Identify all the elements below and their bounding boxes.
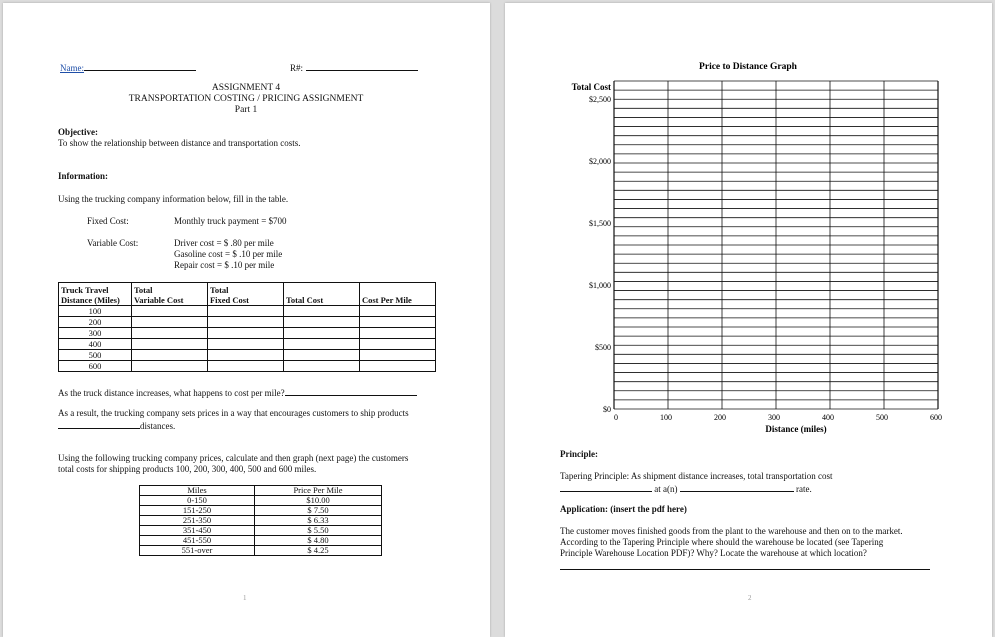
header-cost-per-mile: Cost Per Mile bbox=[359, 283, 435, 306]
cost-table-header bbox=[59, 283, 436, 306]
table-row: 351-450 $ 5.50 bbox=[140, 526, 382, 536]
r-number-field[interactable] bbox=[290, 61, 418, 74]
objective-heading: Objective: bbox=[58, 127, 98, 137]
page-number-1: 1 bbox=[243, 594, 247, 602]
application-answer-line[interactable] bbox=[560, 569, 930, 570]
variable-line-gasoline: Gasoline cost = $ .10 per mile bbox=[174, 249, 283, 259]
question-2-line1: As a result, the trucking company sets prices in a way that encourages customers to ship products bbox=[58, 408, 409, 418]
header-distance: Truck Travel Distance (Miles) bbox=[59, 283, 132, 306]
header-miles: Miles bbox=[140, 486, 255, 496]
principle-blank-1[interactable] bbox=[560, 482, 652, 492]
chart-title: Price to Distance Graph bbox=[699, 62, 797, 72]
variable-line-repair: Repair cost = $ .10 per mile bbox=[174, 260, 275, 270]
y-tick-label: $1,500 bbox=[589, 219, 611, 228]
table-row: 451-550 $ 4.80 bbox=[140, 536, 382, 546]
prices-text-line2: total costs for shipping products 100, 200, 300, 400, 500 and 600 miles. bbox=[58, 464, 317, 474]
y-tick-label: $2,000 bbox=[589, 157, 611, 166]
table-row: 100 bbox=[59, 306, 436, 317]
header-variable: Total Variable Cost bbox=[131, 283, 207, 306]
table-row: 200 bbox=[59, 317, 436, 328]
question-1: As the truck distance increases, what happens to cost per mile? bbox=[58, 386, 417, 399]
price-table-header bbox=[140, 486, 382, 496]
table-row: 0-150 $10.00 bbox=[140, 496, 382, 506]
information-heading: Information: bbox=[58, 171, 108, 181]
prices-text-line1: Using the following trucking company prices, calculate and then graph (next page) the customers bbox=[58, 453, 409, 463]
principle-line2: at a(n) rate. bbox=[560, 482, 812, 495]
r-label: R#: bbox=[290, 63, 304, 73]
table-row: 300 bbox=[59, 328, 436, 339]
principle-heading: Principle: bbox=[560, 449, 598, 459]
page-2 bbox=[505, 3, 992, 637]
title-main: TRANSPORTATION COSTING / PRICING ASSIGNMENT bbox=[128, 94, 364, 104]
y-tick-label: $0 bbox=[603, 405, 611, 414]
cost-table bbox=[58, 282, 436, 372]
answer-line-2[interactable] bbox=[58, 419, 140, 429]
title-part: Part 1 bbox=[234, 105, 258, 115]
y-axis-label: Total Cost bbox=[571, 82, 611, 92]
y-tick-label: $500 bbox=[595, 343, 611, 352]
variable-cost-label: Variable Cost: bbox=[87, 238, 139, 248]
header-price-per-mile: Price Per Mile bbox=[255, 486, 382, 496]
application-line2: According to the Tapering Principle where should the warehouse be located (see Tapering bbox=[560, 537, 884, 547]
application-heading: Application: (insert the pdf here) bbox=[560, 504, 687, 514]
application-line1: The customer moves finished goods from the plant to the warehouse and then on to the market. bbox=[560, 526, 903, 536]
objective-text: To show the relationship between distance and transportation costs. bbox=[58, 138, 301, 148]
y-tick-label: $1,000 bbox=[589, 281, 611, 290]
y-tick-label: $2,500 bbox=[589, 95, 611, 104]
title-assignment: ASSIGNMENT 4 bbox=[211, 83, 281, 93]
x-tick-label: 400 bbox=[822, 413, 834, 422]
header-total: Total Cost bbox=[283, 283, 359, 306]
table-row: 251-350 $ 6.33 bbox=[140, 516, 382, 526]
principle-line1: Tapering Principle: As shipment distance increases, total transportation cost bbox=[560, 471, 833, 481]
x-axis-label: Distance (miles) bbox=[765, 424, 827, 434]
table-row: 500 bbox=[59, 350, 436, 361]
name-field[interactable] bbox=[60, 61, 196, 74]
fixed-cost-value: Monthly truck payment = $700 bbox=[174, 216, 287, 226]
principle-blank-2[interactable] bbox=[680, 482, 794, 492]
name-label: Name: bbox=[60, 63, 84, 73]
question-2-line2: distances. bbox=[58, 419, 175, 432]
x-tick-label: 100 bbox=[660, 413, 672, 422]
fixed-cost-label: Fixed Cost: bbox=[87, 216, 129, 226]
price-table bbox=[139, 485, 382, 556]
price-distance-chart bbox=[505, 3, 992, 443]
x-tick-label: 200 bbox=[714, 413, 726, 422]
information-text: Using the trucking company information below, fill in the table. bbox=[58, 194, 289, 204]
header-fixed: Total Fixed Cost bbox=[207, 283, 283, 306]
table-row: 151-250 $ 7.50 bbox=[140, 506, 382, 516]
table-row: 600 bbox=[59, 361, 436, 372]
variable-line-driver: Driver cost = $ .80 per mile bbox=[174, 238, 274, 248]
x-tick-label: 500 bbox=[876, 413, 888, 422]
x-tick-label: 300 bbox=[768, 413, 780, 422]
application-line3: Principle Warehouse Location PDF)? Why? Locate the warehouse at which location? bbox=[560, 548, 867, 558]
table-row: 551-over $ 4.25 bbox=[140, 546, 382, 556]
x-tick-label: 0 bbox=[614, 413, 618, 422]
x-tick-label: 600 bbox=[930, 413, 942, 422]
page-number-2: 2 bbox=[748, 594, 752, 602]
table-row: 400 bbox=[59, 339, 436, 350]
answer-line-1[interactable] bbox=[285, 386, 417, 396]
page-1 bbox=[3, 3, 490, 637]
